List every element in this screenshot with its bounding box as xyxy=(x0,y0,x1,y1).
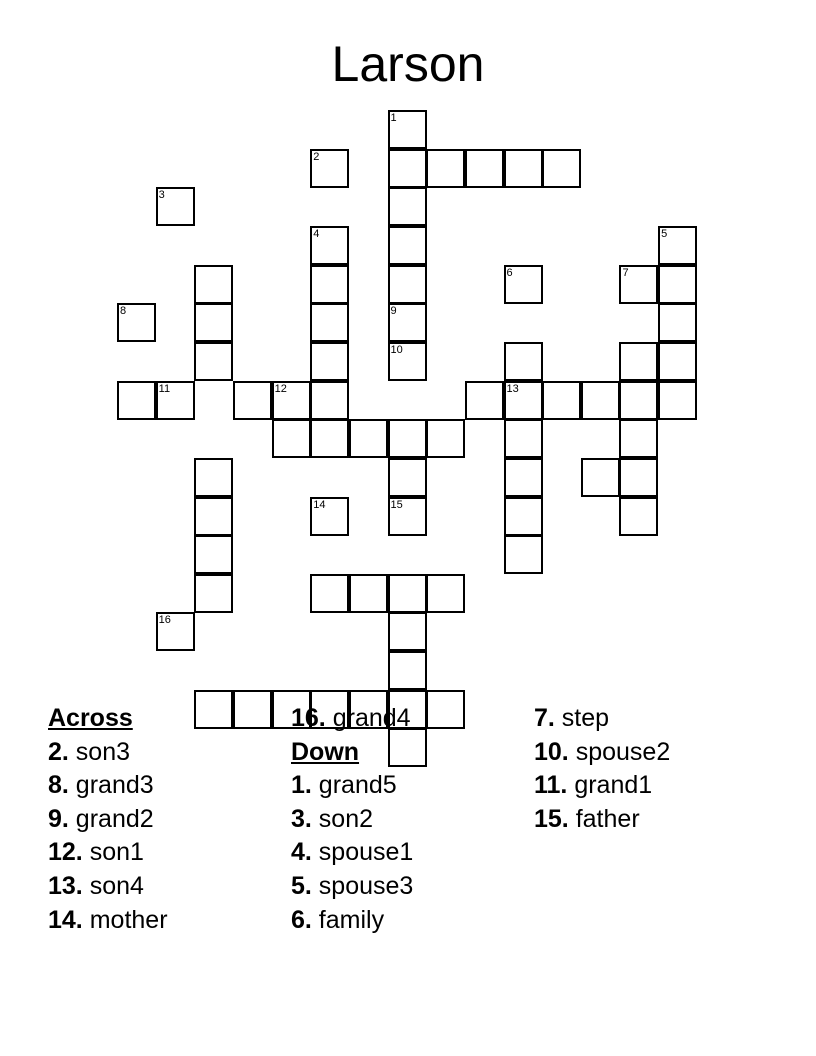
clue-number: 12 xyxy=(274,382,287,395)
grid-cell[interactable] xyxy=(426,690,465,729)
clue-item-text: spouse3 xyxy=(311,871,414,900)
clue-item-text: family xyxy=(311,905,385,934)
grid-cell[interactable] xyxy=(619,497,658,536)
grid-cell[interactable] xyxy=(194,574,233,613)
clue-number: 6 xyxy=(506,266,513,279)
grid-cell[interactable] xyxy=(504,419,543,458)
clue-item-text: grand4 xyxy=(325,704,411,732)
grid-cell[interactable] xyxy=(619,458,658,497)
grid-cell[interactable] xyxy=(658,381,697,420)
grid-cell[interactable] xyxy=(233,381,272,420)
grid-cell[interactable] xyxy=(504,342,543,381)
clue-item-number: 15. xyxy=(534,804,569,833)
clue-item-text: grand5 xyxy=(311,771,397,800)
grid-cell[interactable] xyxy=(194,458,233,497)
clue-item xyxy=(534,702,670,736)
clue-item xyxy=(48,803,168,837)
clue-item xyxy=(291,702,413,736)
grid-cell[interactable] xyxy=(658,265,697,304)
clue-item xyxy=(534,769,670,803)
clue-item-text: spouse1 xyxy=(311,838,414,867)
clue-number: 1 xyxy=(390,112,397,124)
clue-item-number: 11. xyxy=(534,771,568,800)
clue-item-number: 4. xyxy=(291,838,312,867)
grid-cell[interactable] xyxy=(310,381,349,420)
clue-number: 15 xyxy=(390,498,403,511)
grid-cell[interactable] xyxy=(504,381,543,420)
grid-cell[interactable] xyxy=(194,303,233,342)
grid-cell[interactable] xyxy=(388,110,427,149)
grid-cell[interactable] xyxy=(310,419,349,458)
grid-cell[interactable] xyxy=(117,381,156,420)
clue-item-number: 3. xyxy=(291,804,312,833)
grid-cell[interactable] xyxy=(310,342,349,381)
grid-cell[interactable] xyxy=(388,651,427,690)
clue-item-text: mother xyxy=(82,905,168,934)
grid-cell[interactable] xyxy=(194,342,233,381)
clue-item-number: 16. xyxy=(291,704,326,732)
grid-cell[interactable] xyxy=(388,419,427,458)
grid-cell[interactable] xyxy=(117,303,156,342)
clue-column-3 xyxy=(534,702,670,836)
grid-cell[interactable] xyxy=(156,381,195,420)
clue-item xyxy=(291,904,413,938)
clue-number: 16 xyxy=(158,614,171,627)
grid-cell[interactable] xyxy=(388,574,427,613)
grid-cell[interactable] xyxy=(504,149,543,188)
grid-cell[interactable] xyxy=(388,342,427,381)
clue-number: 14 xyxy=(313,498,326,511)
clue-number: 9 xyxy=(390,305,397,318)
clue-number: 11 xyxy=(158,382,171,395)
clue-item xyxy=(48,836,168,870)
clue-item-text: son3 xyxy=(68,737,131,766)
grid-cell[interactable] xyxy=(542,381,581,420)
clue-item-number: 5. xyxy=(291,871,312,900)
grid-cell[interactable] xyxy=(504,265,543,304)
clue-column-1 xyxy=(48,702,168,937)
grid-cell[interactable] xyxy=(581,381,620,420)
grid-cell[interactable] xyxy=(658,303,697,342)
grid-cell[interactable] xyxy=(272,381,311,420)
grid-cell[interactable] xyxy=(194,535,233,574)
clue-item-text: son1 xyxy=(82,838,144,867)
grid-cell[interactable] xyxy=(658,226,697,265)
clue-column-2 xyxy=(291,702,413,937)
grid-cell[interactable] xyxy=(388,187,427,226)
clue-number: 8 xyxy=(120,305,127,318)
clue-number: 10 xyxy=(390,343,403,356)
grid-cell[interactable] xyxy=(388,303,427,342)
clue-item-number: 8. xyxy=(48,771,69,800)
grid-cell[interactable] xyxy=(233,690,272,729)
clue-item-number: 14. xyxy=(48,905,83,934)
grid-cell[interactable] xyxy=(426,574,465,613)
clue-item xyxy=(291,870,413,904)
puzzle-title: Larson xyxy=(331,36,485,92)
grid-cell[interactable] xyxy=(619,265,658,304)
grid-cell[interactable] xyxy=(310,497,349,536)
grid-cell[interactable] xyxy=(426,419,465,458)
clue-item xyxy=(48,904,168,938)
clue-item-text: grand2 xyxy=(68,804,154,833)
clue-number: 4 xyxy=(313,227,320,240)
grid-cell[interactable] xyxy=(542,149,581,188)
grid-cell[interactable] xyxy=(658,342,697,381)
grid-cell[interactable] xyxy=(388,149,427,188)
clue-item xyxy=(48,769,168,803)
clue-number: 2 xyxy=(313,150,320,163)
clue-item-text: grand1 xyxy=(567,771,653,800)
clue-number: 7 xyxy=(622,266,629,279)
grid-cell[interactable] xyxy=(349,419,388,458)
grid-cell[interactable] xyxy=(504,458,543,497)
clue-item xyxy=(48,870,168,904)
across-heading: Across xyxy=(48,704,133,732)
clue-item xyxy=(291,836,413,870)
clue-item-number: 2. xyxy=(48,737,69,766)
grid-cell[interactable] xyxy=(619,342,658,381)
clue-item-text: grand3 xyxy=(68,771,154,800)
clue-item xyxy=(48,736,168,770)
clue-item-text: step xyxy=(554,704,610,732)
grid-cell[interactable] xyxy=(465,149,504,188)
clue-item-text: spouse2 xyxy=(568,737,671,766)
clue-item xyxy=(291,769,413,803)
clue-item xyxy=(534,736,670,770)
grid-cell[interactable] xyxy=(272,419,311,458)
clue-item-number: 10. xyxy=(534,737,569,766)
clue-item xyxy=(534,803,670,837)
grid-cell[interactable] xyxy=(349,574,388,613)
grid-cell[interactable] xyxy=(388,497,427,536)
grid-cell[interactable] xyxy=(310,226,349,265)
grid-cell[interactable] xyxy=(388,458,427,497)
clue-item-number: 1. xyxy=(291,771,312,800)
grid-cell[interactable] xyxy=(388,612,427,651)
clue-item-text: son4 xyxy=(82,871,144,900)
grid-cell[interactable] xyxy=(310,303,349,342)
clue-item-number: 13. xyxy=(48,871,83,900)
grid-cell[interactable] xyxy=(310,574,349,613)
clue-number: 5 xyxy=(661,227,668,240)
grid-cell[interactable] xyxy=(310,149,349,188)
clue-number: 3 xyxy=(158,189,165,202)
grid-cell[interactable] xyxy=(388,226,427,265)
grid-cell[interactable] xyxy=(619,381,658,420)
clue-number: 13 xyxy=(506,382,519,395)
clue-item-number: 7. xyxy=(534,704,555,732)
clue-item-text: father xyxy=(568,804,640,833)
clue-item-number: 9. xyxy=(48,804,69,833)
grid-cell[interactable] xyxy=(426,149,465,188)
grid-cell[interactable] xyxy=(581,458,620,497)
grid-cell[interactable] xyxy=(194,690,233,729)
grid-cell[interactable] xyxy=(194,265,233,304)
grid-cell[interactable] xyxy=(504,497,543,536)
down-heading: Down xyxy=(291,737,360,766)
grid-cell[interactable] xyxy=(465,381,504,420)
clue-item-number: 12. xyxy=(48,838,83,867)
clue-item-text: son2 xyxy=(311,804,374,833)
clue-item xyxy=(291,803,413,837)
grid-cell[interactable] xyxy=(156,612,195,651)
grid-cell[interactable] xyxy=(388,265,427,304)
grid-cell[interactable] xyxy=(619,419,658,458)
grid-cell[interactable] xyxy=(504,535,543,574)
grid-cell[interactable] xyxy=(310,265,349,304)
clue-item-number: 6. xyxy=(291,905,312,934)
grid-cell[interactable] xyxy=(156,187,195,226)
grid-cell[interactable] xyxy=(194,497,233,536)
